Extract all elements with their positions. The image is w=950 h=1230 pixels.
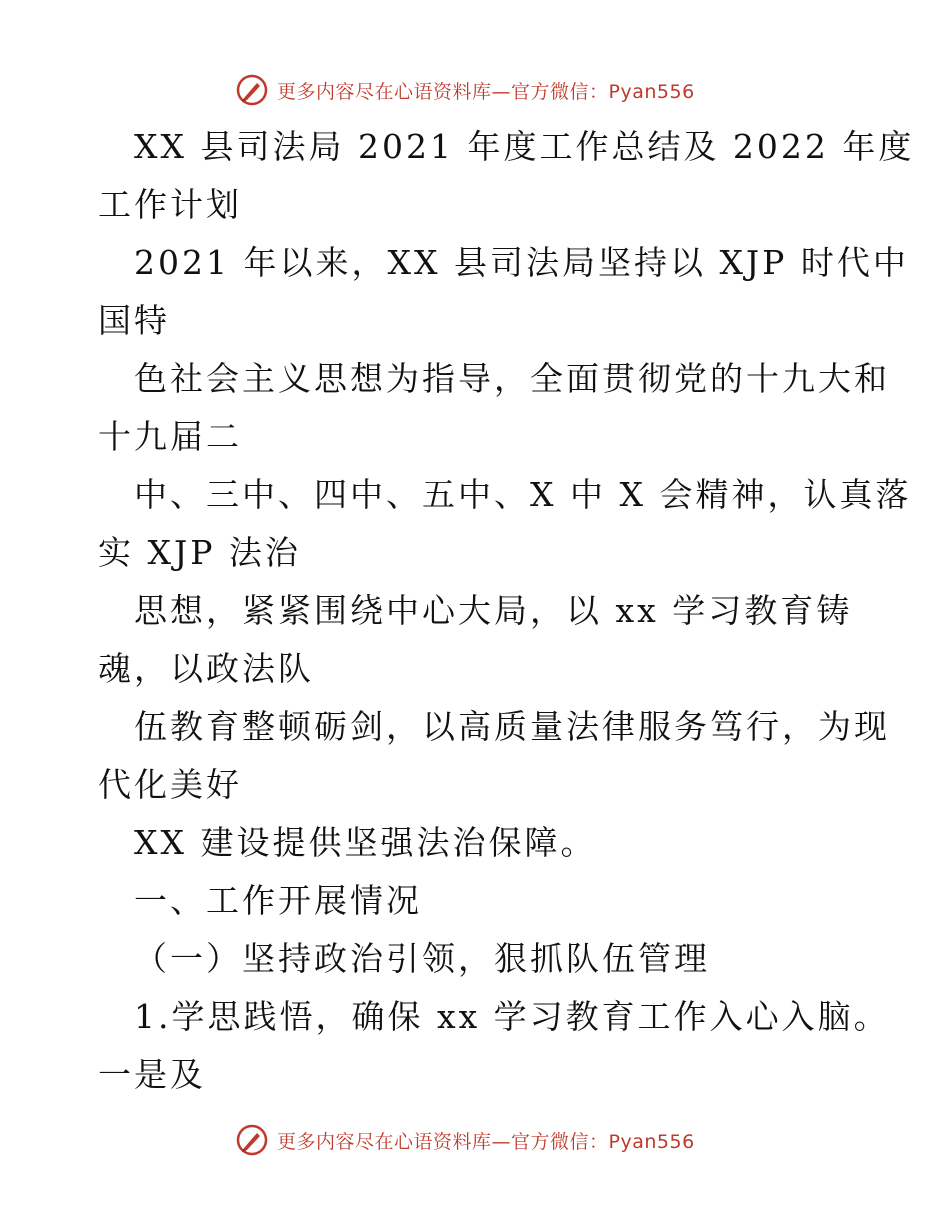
watermark-header [235, 70, 695, 110]
text-line: （一）坚持政治引领，狠抓队伍管理 [134, 939, 710, 978]
text-line: XX 县司法局 2021 年度工作总结及 2022 年度 [134, 127, 915, 166]
text-line: 2021 年以来，XX 县司法局坚持以 XJP 时代中 [134, 243, 909, 282]
text-line: 伍教育整顿砺剑，以高质量法律服务笃行，为现 [134, 707, 890, 746]
watermark-text: 更多内容尽在心语资料库—官方微信：Pyan556 [277, 1130, 695, 1153]
pen-logo-icon [235, 1123, 269, 1157]
text-line: 中、三中、四中、五中、X 中 X 会精神，认真落 [134, 475, 912, 514]
text-line: 代化美好 [98, 765, 242, 804]
text-line: 工作计划 [98, 185, 242, 224]
watermark-text: 更多内容尽在心语资料库—官方微信：Pyan556 [277, 80, 695, 103]
text-line: XX 建设提供坚强法治保障。 [134, 823, 597, 862]
text-line: 国特 [98, 301, 170, 340]
text-line: 一是及 [98, 1055, 206, 1094]
text-line: 实 XJP 法治 [98, 533, 301, 572]
text-line: 思想，紧紧围绕中心大局，以 xx 学习教育铸 [134, 591, 853, 630]
pen-logo-icon [235, 73, 269, 107]
document-body [98, 118, 915, 1104]
text-line: 一、工作开展情况 [134, 881, 422, 920]
text-line: 色社会主义思想为指导，全面贯彻党的十九大和 [134, 359, 890, 398]
text-line: 1.学思践悟，确保 xx 学习教育工作入心入脑。 [134, 997, 890, 1036]
text-line: 十九届二 [98, 417, 242, 456]
watermark-footer [235, 1120, 695, 1160]
text-line: 魂，以政法队 [98, 649, 314, 688]
